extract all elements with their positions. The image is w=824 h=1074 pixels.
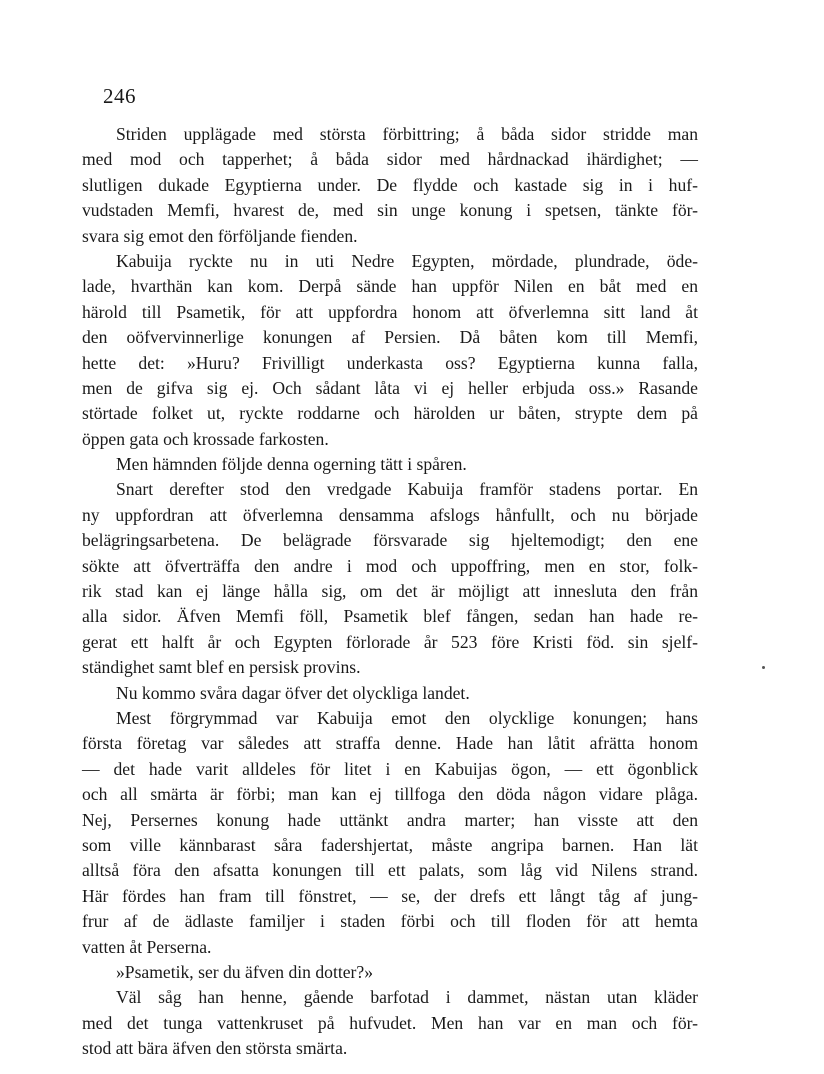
text-line: Kabuija ryckte nu in uti Nedre Egypten, mördade, plundrade, öde-	[116, 250, 698, 271]
text-line: alla sidor. Äfven Memfi föll, Psametik blef fången, sedan han hade re-	[82, 606, 698, 627]
text-line: öppen gata och krossade farkosten.	[82, 428, 329, 449]
text-line: vudstaden Memfi, hvarest de, med sin unge konung i spetsen, tänkte för-	[82, 200, 698, 221]
text-line: svara sig emot den förföljande fienden.	[82, 225, 358, 246]
text-line: gerat ett halft år och Egypten förlorade år 523 före Kristi föd. sin sjelf-	[82, 631, 698, 652]
text-line: Här fördes han fram till fönstret, — se, der drefs ett långt tåg af jung-	[82, 885, 698, 906]
text-line: störtade folket ut, ryckte roddarne och härolden ur båten, strypte dem på	[82, 403, 698, 424]
text-line: men de gifva sig ej. Och sådant låta vi ej heller erbjuda oss.» Rasande	[82, 377, 698, 398]
stray-ink-mark	[762, 666, 765, 669]
text-line: Snart derefter stod den vredgade Kabuija framför stadens portar. En	[116, 479, 698, 500]
text-line: stod att bära äfven den största smärta.	[82, 1038, 348, 1059]
text-line: första företag var således att straffa denne. Hade han låtit afrätta honom	[82, 733, 698, 754]
text-line: Striden upplägade med största förbittring; å båda sidor stridde man	[116, 124, 698, 144]
text-line: alltså föra den afsatta konungen till ett palats, som låg vid Nilens strand.	[82, 860, 698, 881]
text-line: härold till Psametik, för att uppfordra honom att öfverlemna sitt land åt	[82, 301, 698, 322]
text-line: belägringsarbetena. De belägrade försvarade sig hjeltemodigt; den ene	[82, 530, 698, 551]
body-text	[82, 122, 698, 1061]
text-line: sökte att öfverträffa den andre i mod och uppoffring, men en stor, folk-	[82, 555, 698, 576]
text-line: Mest förgrymmad var Kabuija emot den olycklige konungen; hans	[116, 707, 698, 728]
text-line: hette det: »Huru? Frivilligt underkasta oss? Egyptierna kunna falla,	[82, 352, 698, 373]
text-line: vatten åt Perserna.	[82, 936, 212, 957]
text-line: rik stad kan ej länge hålla sig, om det är möjligt att innesluta den från	[82, 581, 698, 602]
text-line: med mod och tapperhet; å båda sidor med hårdnackad ihärdighet; —	[82, 149, 698, 170]
text-line: med det tunga vattenkruset på hufvudet. Men han var en man och för-	[82, 1012, 698, 1033]
text-line: ständighet samt blef en persisk provins.	[82, 657, 361, 678]
text-line: Nej, Persernes konung hade uttänkt andra marter; han visste att den	[82, 809, 698, 830]
page-number: 246	[103, 84, 136, 108]
text-line: lade, hvarthän kan kom. Derpå sände han uppför Nilen en båt med en	[82, 276, 698, 297]
text-line: ny uppfordran att öfverlemna densamma afslogs hånfullt, och nu började	[82, 504, 698, 525]
text-line: slutligen dukade Egyptierna under. De flydde och kastade sig in i huf-	[82, 174, 698, 195]
text-line: frur af de ädlaste familjer i staden förbi och till floden för att hemta	[82, 911, 698, 932]
text-line: den oöfvervinnerlige konungen af Persien. Då båten kom till Memfi,	[82, 327, 698, 348]
text-line: Nu kommo svåra dagar öfver det olyckliga landet.	[116, 682, 470, 703]
text-line: som ville kännbarast såra fadershjertat, måste angripa barnen. Han lät	[82, 834, 698, 855]
text-line: och all smärta är förbi; man kan ej tillfoga den döda någon vidare plåga.	[82, 784, 698, 805]
text-line: »Psametik, ser du äfven din dotter?»	[116, 961, 373, 982]
text-line: — det hade varit alldeles för litet i en Kabuijas ögon, — ett ögonblick	[82, 758, 698, 779]
text-line: Väl såg han henne, gående barfotad i dammet, nästan utan kläder	[116, 987, 698, 1008]
text-line: Men hämnden följde denna ogerning tätt i spåren.	[116, 454, 467, 475]
